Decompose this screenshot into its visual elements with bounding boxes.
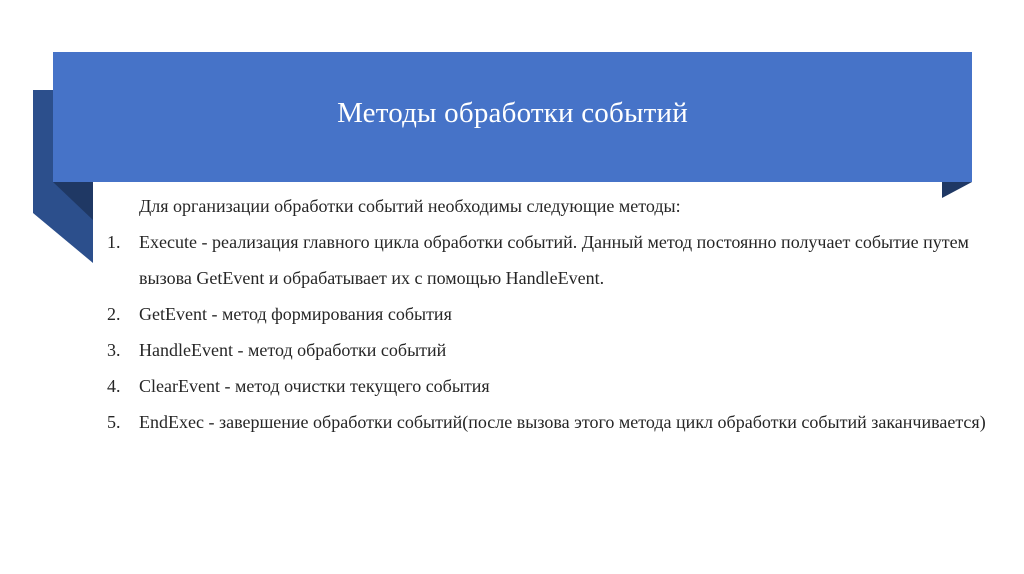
list-item [100,296,1000,332]
list-item-text: Execute - реализация главного цикла обработки событий. Данный метод постоянно получает событие путем вызова GetEvent и обрабатывает их с помощью HandleEvent. [139,232,969,288]
list-number: 4. [107,376,121,396]
list-number: 1. [107,232,121,252]
list-item-text: EndExec - завершение обработки событий(после вызова этого метода цикл обработки событий заканчивается) [139,412,986,432]
methods-list [100,224,1000,440]
list-item-text: HandleEvent - метод обработки событий [139,340,447,360]
list-item [100,404,1000,440]
list-item-text: ClearEvent - метод очистки текущего события [139,376,490,396]
list-number: 5. [107,412,121,432]
list-item-text: GetEvent - метод формирования события [139,304,452,324]
intro-text: Для организации обработки событий необходимы следующие методы: [139,196,681,216]
slide-body [100,188,1000,440]
title-banner [53,52,972,182]
slide-title: Методы обработки событий [337,96,688,129]
list-number: 2. [107,304,121,324]
list-item [100,368,1000,404]
list-number: 3. [107,340,121,360]
list-item [100,332,1000,368]
list-item [100,224,1000,296]
